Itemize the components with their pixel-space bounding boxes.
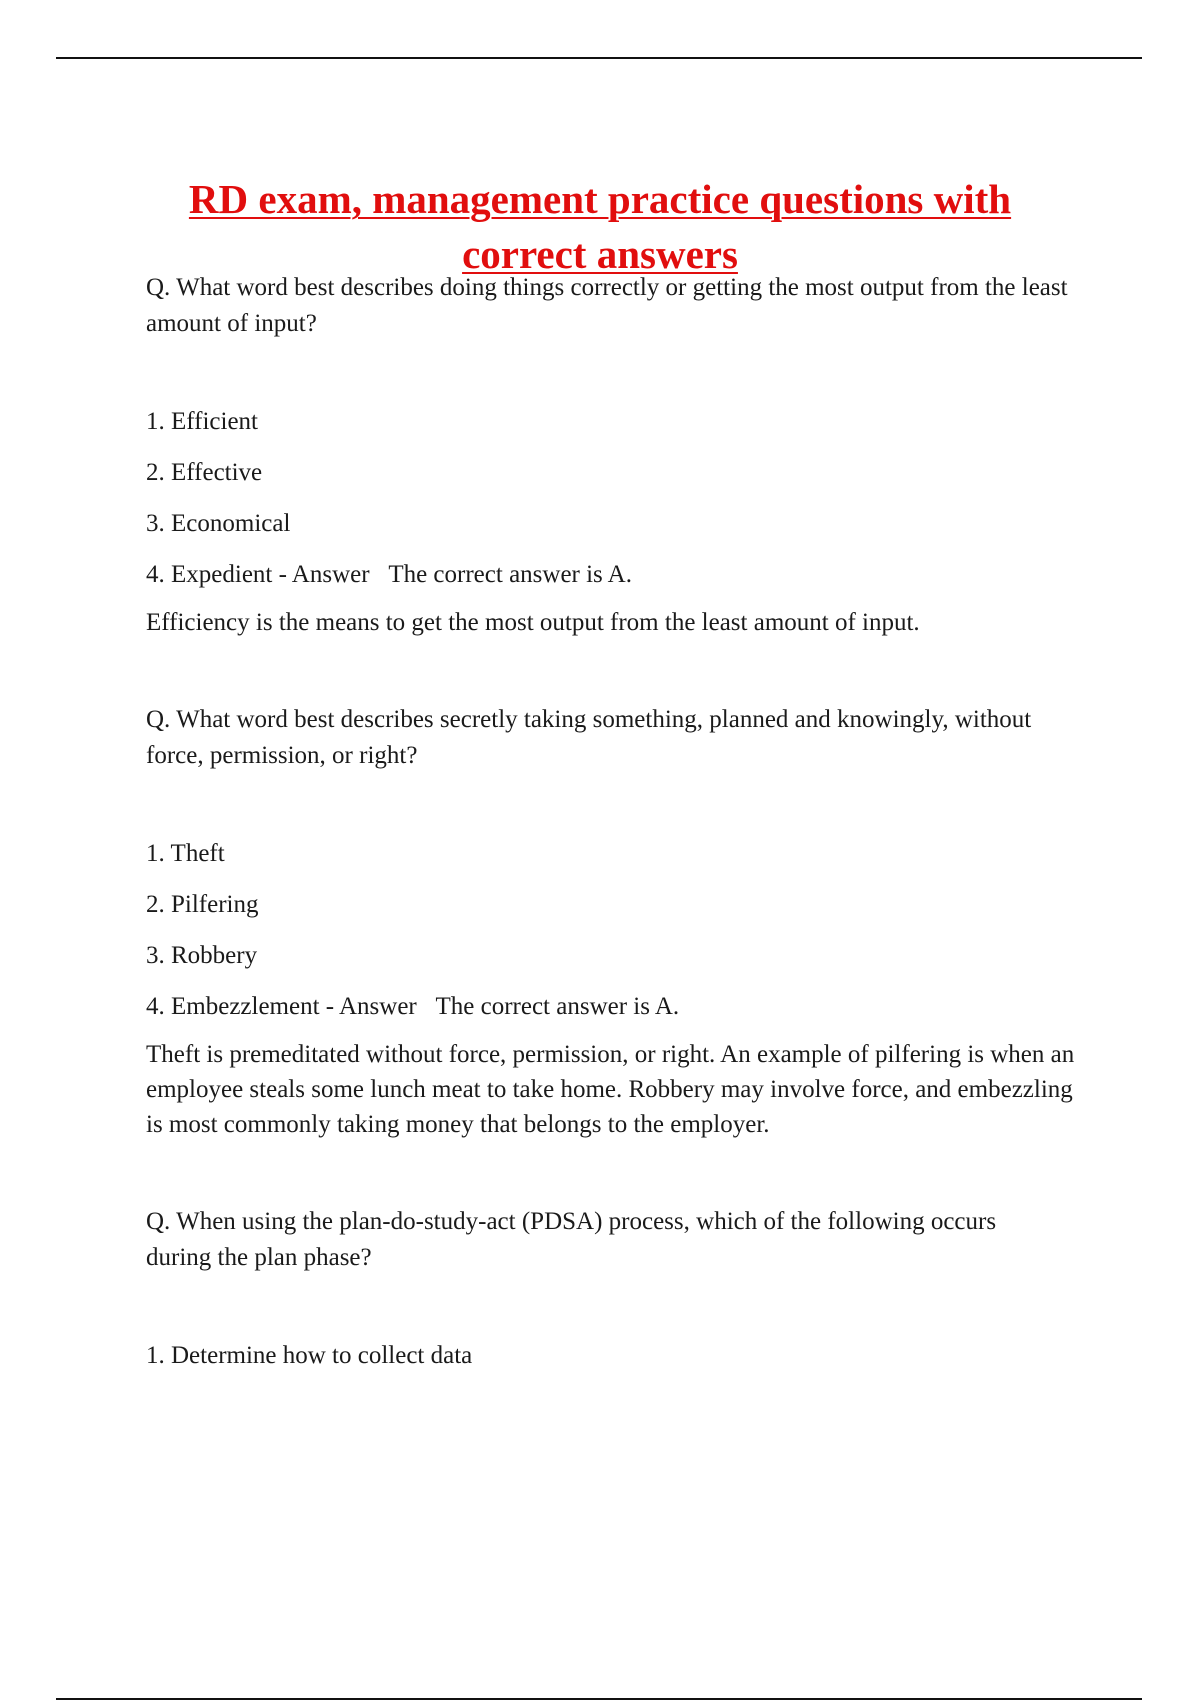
question-block-1	[146, 270, 1100, 640]
question-text: Q. When using the plan-do-study-act (PDSA) process, which of the following occurs during the plan phase?	[146, 1208, 997, 1271]
option: 3. Robbery	[146, 942, 258, 969]
question-text: Q. What word best describes secretly taking something, planned and knowingly, without force, permission, or right?	[146, 706, 1032, 769]
option-with-answer	[146, 989, 1100, 1025]
question-block-3	[146, 1204, 1100, 1374]
option: 1. Theft	[146, 840, 225, 867]
question-text: Q. What word best describes doing things correctly or getting the most output from the least amount of input?	[146, 274, 1068, 337]
option: 2. Effective	[146, 459, 263, 486]
option-label: 4. Expedient - Answer	[146, 561, 370, 588]
content	[146, 270, 1100, 1389]
option: 1. Efficient	[146, 408, 258, 435]
title-line-1: RD exam, management practice questions with	[188, 176, 1012, 223]
document-title	[100, 172, 1100, 282]
option: 3. Economical	[146, 510, 291, 537]
option-with-answer	[146, 557, 1100, 593]
answer-text: The correct answer is A.	[388, 561, 632, 588]
option: 1. Determine how to collect data	[146, 1342, 473, 1369]
question-block-2	[146, 702, 1100, 1142]
option-label: 4. Embezzlement - Answer	[146, 993, 417, 1020]
answer-text: The correct answer is A.	[435, 993, 680, 1020]
option: 2. Pilfering	[146, 891, 259, 918]
explanation: Efficiency is the means to get the most output from the least amount of input.	[146, 609, 920, 636]
top-rule	[56, 57, 1142, 59]
title-line-2: correct answers	[462, 231, 738, 278]
explanation: Theft is premeditated without force, permission, or right. An example of pilfering is when an employee steals some lunch meat to take home. Robbery may involve force, and embezzling is most commonly taking money that belongs to the employer.	[146, 1041, 1075, 1138]
